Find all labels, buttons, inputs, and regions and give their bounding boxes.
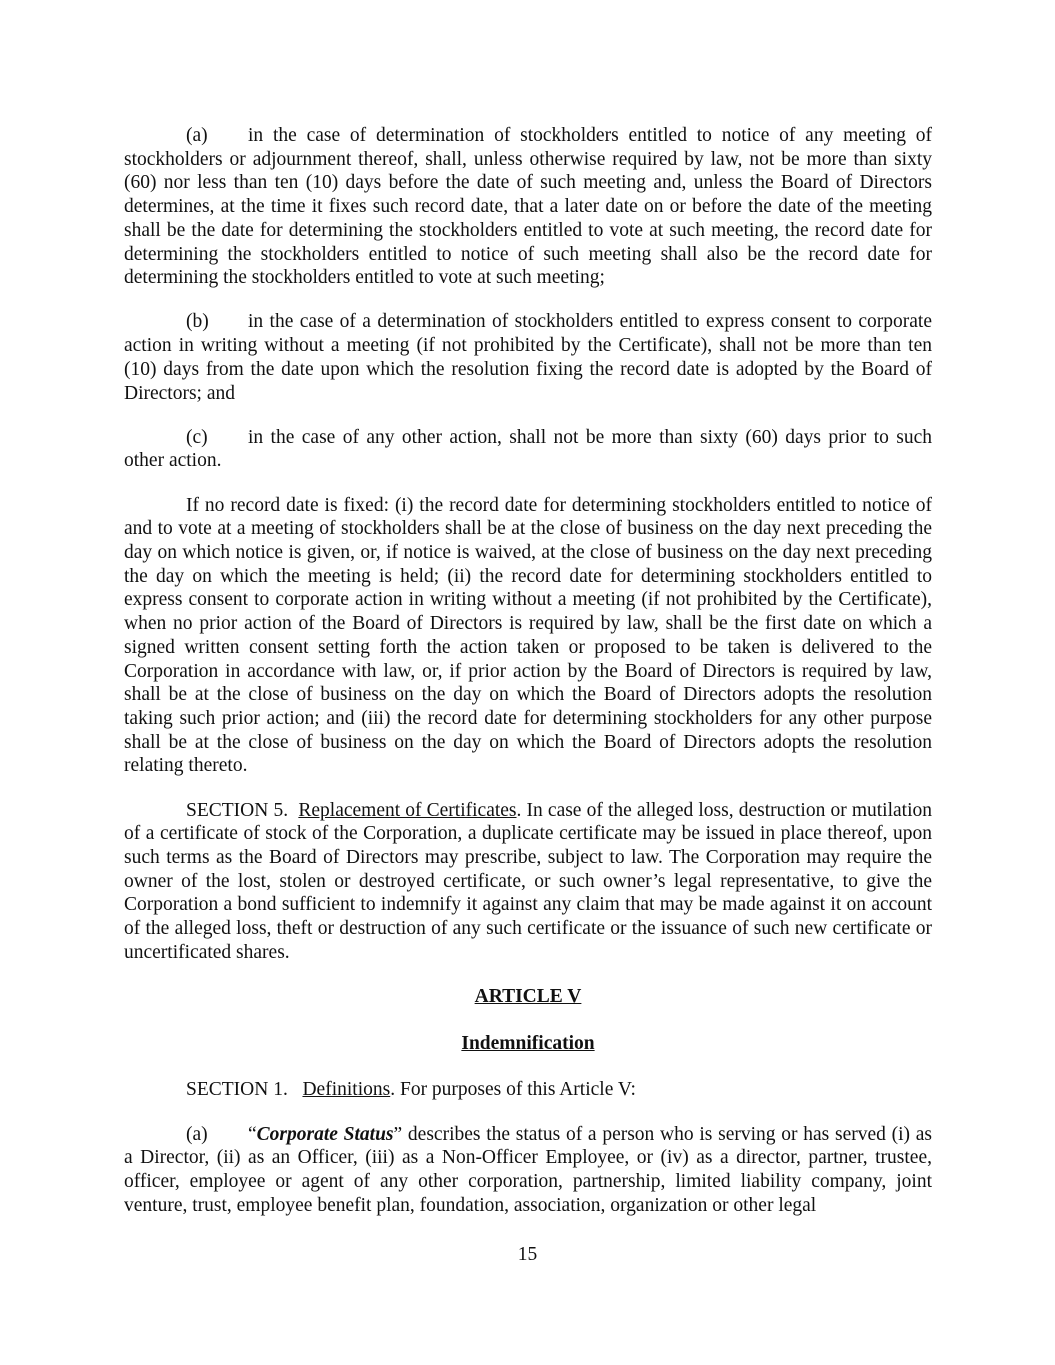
article-heading: ARTICLE V (474, 986, 582, 1007)
paragraph-a-label: (a) (186, 125, 208, 146)
paragraph-c-label: (c) (186, 426, 208, 448)
paragraph-c (124, 426, 932, 473)
paragraph-b-text: in the case of a determination of stockholders entitled to express consent to corporate action in writing without a meeting (if not prohibited by the Certificate), shall not be more than ten (10) days from the date upon which the resolution fixing the record date is adopted by the Board of Directors; and (124, 311, 932, 404)
section-5-title: Replacement of Certificates (298, 799, 517, 821)
paragraph-b-label: (b) (186, 311, 209, 333)
section-5-paragraph (124, 799, 932, 965)
section-1-text: . For purposes of this Article V: (390, 1079, 636, 1101)
page-number: 15 (517, 1244, 538, 1265)
definition-a-paragraph (124, 1123, 932, 1218)
paragraph-a-text: in the case of determination of stockholders entitled to notice of any meeting of stockholders or adjournment thereof, shall, unless otherwise required by law, not be more than sixty (60) nor less than ten (10) days before the date of such meeting and, unless the Board of Directors determines, at the time it fixes such record date, that a later date on or before the date of the meeting shall be the date for determining the stockholders entitled to vote at such meeting, the record date for determining the stockholders entitled to notice of such meeting shall also be the record date for determining the stockholders entitled to vote at such meeting; (124, 125, 932, 289)
section-5-text: . In case of the alleged loss, destruction or mutilation of a certificate of stock of the Corporation, a duplicate certificate may be issued in place thereof, upon such terms as the Board of Directors may prescribe, subject to law. The Corporation may require the owner of the lost, stolen or destroyed certificate, or such owner’s legal representative, to give the Corporation a bond sufficient to indemnify it against any claim that may be made against it on account of the alleged loss, theft or destruction of any such certificate or the issuance of such new certificate or uncertificated shares. (124, 799, 933, 963)
paragraph-no-record-date (124, 494, 932, 778)
paragraph-no-record-date-text: If no record date is fixed: (i) the record date for determining stockholders entitled to notice of and to vote at a meeting of stockholders shall be at the close of business on the day next preceding the day on which notice is given, or, if notice is waived, at the close of business on the day next preceding the day on which the meeting is held; (ii) the record date for determining stockholders entitled to express consent to corporate action in writing without a meeting (if not prohibited by the Certificate), when no prior action of the Board of Directors is required by law, shall be the first date on which a signed written consent setting forth the action taken or proposed to be taken is delivered to the Corporation in accordance with law, or, if prior action by the Board of Directors is required by law, shall be at the close of business on the day on which the Board of Directors adopts the resolution taking such prior action; and (iii) the record date for determining stockholders for any other purpose shall be at the close of business on the day on which the Board of Directors adopts the resolution relating thereto. (124, 494, 932, 777)
section-1-paragraph (124, 1078, 932, 1102)
paragraph-c-text: in the case of any other action, shall not be more than sixty (60) days prior to such other action. (124, 426, 932, 472)
section-5-label: SECTION 5. (186, 799, 289, 821)
section-1-title: Definitions (302, 1079, 391, 1101)
definition-a-term: Corporate Status (256, 1123, 394, 1145)
section-1-label: SECTION 1. (186, 1079, 288, 1101)
paragraph-b (124, 310, 932, 405)
definition-a-label: (a) (186, 1123, 208, 1145)
document-page (124, 124, 932, 1238)
definition-a-text: ” describes the status of a person who is serving or has served (i) as a Director, (ii) as an Officer, (iii) as a Non-Officer Employee, or (iv) as a director, partner, trustee, officer, employee or agent of any other corporation, partnership, limited liability company, joint venture, trust, employee benefit plan, foundation, association, organization or other legal (124, 1123, 933, 1216)
article-subheading: Indemnification (461, 1032, 595, 1054)
paragraph-a (124, 124, 932, 290)
definition-a-open-quote: “ (248, 1123, 257, 1145)
